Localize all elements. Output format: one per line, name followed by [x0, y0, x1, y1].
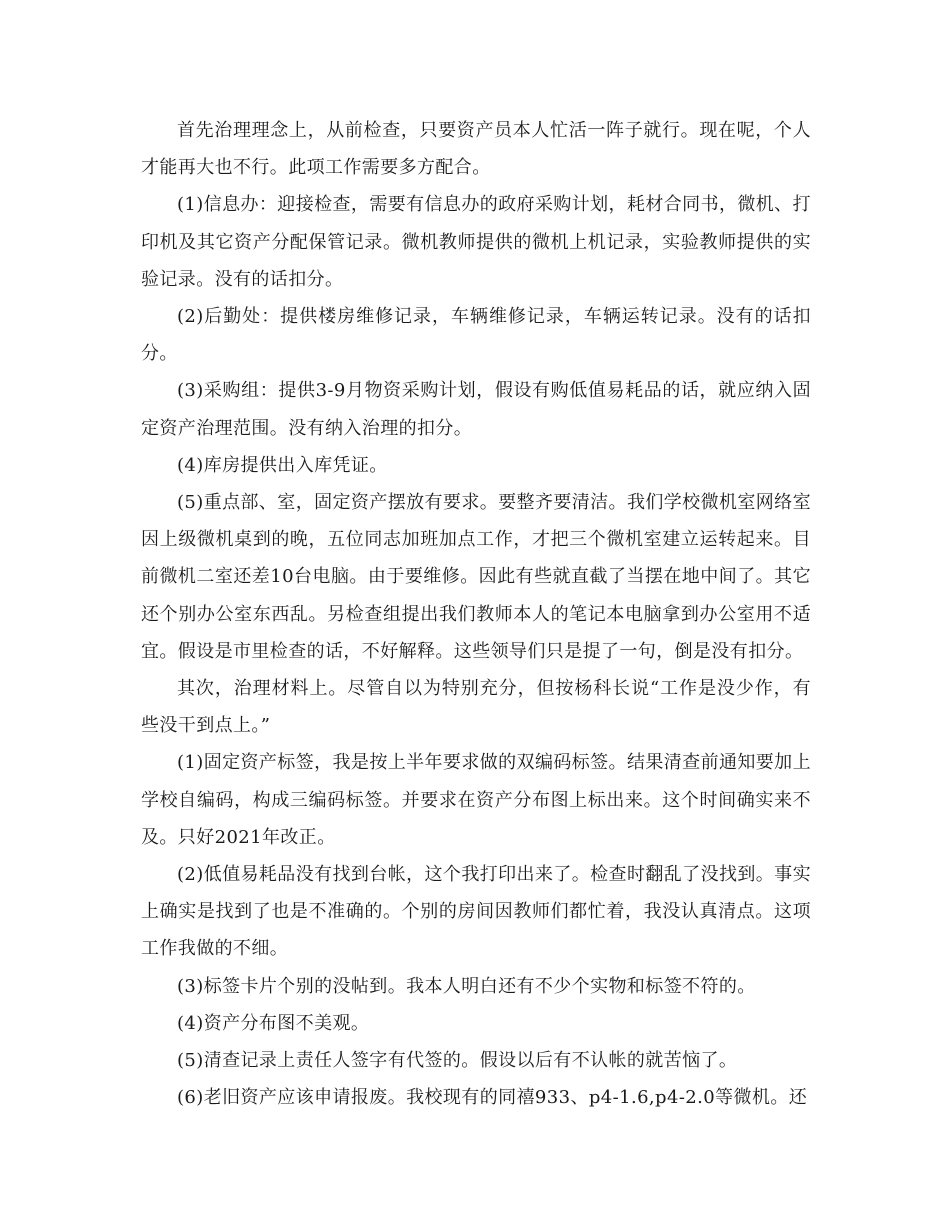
paragraph-management-materials: 其次，治理材料上。尽管自以为特别充分，但按杨科长说“工作是没少作，有些没干到点上。” — [141, 678, 811, 737]
paragraph-item-label-cards: (3)标签卡片个别的没帖到。我本人明白还有不少个实物和标签不符的。 — [177, 975, 756, 997]
paragraph-item-distribution-map: (4)资产分布图不美观。 — [177, 1012, 370, 1034]
paragraph-item-key-rooms: (5)重点部、室，固定资产摆放有要求。要整齐要清洁。我们学校微机室网络室因上级微机桌到的晚，五位同志加班加点工作，才把三个微机室建立运转起来。目前微机二室还差10台电脑。由于要维修。因此有些就直截了当摆在地中间了。其它还个别办公室东西乱。另检查组提出我们教师本人的笔记本电脑拿到办公室用不适宜。假设是市里检查的话，不好解释。这些领导们只是提了一句，倒是没有扣分。 — [141, 492, 811, 662]
paragraph-item-old-assets: (6)老旧资产应该申请报废。我校现有的同禧933、p4-1.6,p4-2.0等微机。还 — [177, 1087, 808, 1109]
paragraph-item-low-value-ledger: (2)低值易耗品没有找到台帐，这个我打印出来了。检查时翻乱了没找到。事实上确实是找到了也是不准确的。个别的房间因教师们都忙着，我没认真清点。这项工作我做的不细。 — [141, 864, 811, 960]
paragraph-item-warehouse: (4)库房提供出入库凭证。 — [177, 454, 388, 476]
paragraph-item-information-office: (1)信息办：迎接检查，需要有信息办的政府采购计划，耗材合同书，微机、打印机及其它资产分配保管记录。微机教师提供的微机上机记录，实验教师提供的实验记录。没有的话扣分。 — [141, 194, 811, 290]
paragraph-item-procurement: (3)采购组：提供3-9月物资采购计划，假设有购低值易耗品的话，就应纳入固定资产治理范围。没有纳入治理的扣分。 — [141, 380, 811, 439]
paragraph-management-concept: 首先治理理念上，从前检查，只要资产员本人忙活一阵子就行。现在呢，个人才能再大也不行。此项工作需要多方配合。 — [141, 120, 811, 179]
paragraph-item-logistics: (2)后勤处：提供楼房维修记录，车辆维修记录，车辆运转记录。没有的话扣分。 — [141, 306, 811, 365]
paragraph-item-asset-labels: (1)固定资产标签，我是按上半年要求做的双编码标签。结果清查前通知要加上学校自编码，构成三编码标签。并要求在资产分布图上标出来。这个时间确实来不及。只好2021年改正。 — [141, 752, 811, 848]
paragraph-item-signatures: (5)清查记录上责任人签字有代签的。假设以后有不认帐的就苦恼了。 — [177, 1050, 738, 1072]
document-page — [141, 112, 811, 1116]
